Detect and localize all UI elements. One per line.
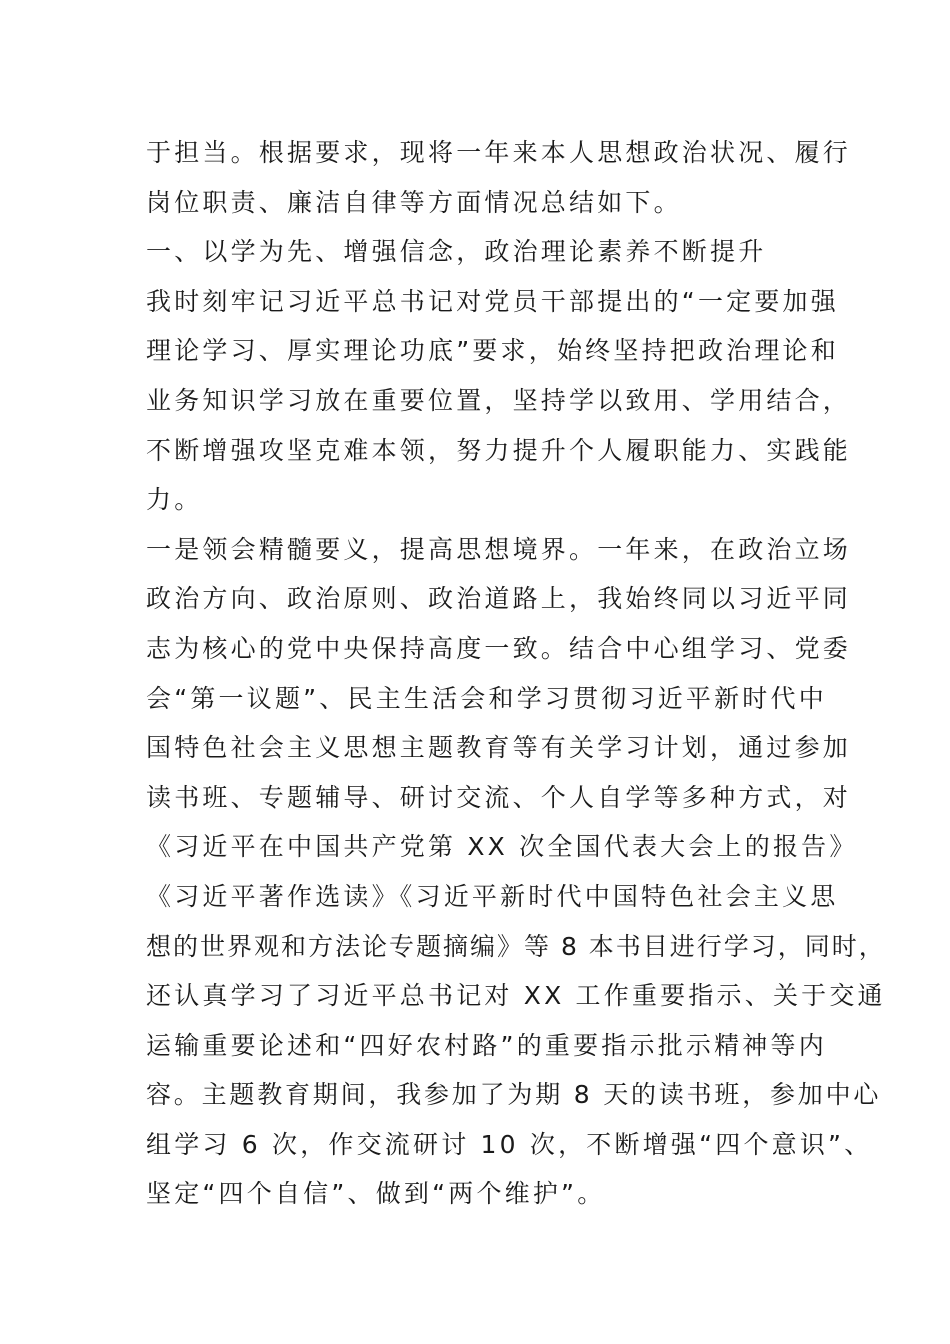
text-line: 一是领会精髓要义，提高思想境界。一年来，在政治立场 — [146, 534, 852, 564]
text-line: 想的世界观和方法论专题摘编》等 8 本书目进行学习，同时， — [146, 931, 886, 961]
text-line: 于担当。根据要求，现将一年来本人思想政治状况、履行 — [146, 138, 852, 167]
section-heading: 一、以学为先、增强信念，政治理论素养不断提升 — [146, 237, 767, 267]
text-line: 我时刻牢记习近平总书记对党员干部提出的“一定要加强 — [146, 286, 839, 316]
text-line: 还认真学习了习近平总书记对 XX 工作重要指示、关于交通 — [146, 981, 886, 1011]
text-line: 运输重要论述和“四好农村路”的重要指示批示精神等内 — [146, 1030, 827, 1060]
text-line: 力。 — [146, 485, 203, 515]
text-line: 《习近平著作选读》《习近平新时代中国特色社会主义思 — [146, 881, 839, 911]
text-line: 志为核心的党中央保持高度一致。结合中心组学习、党委 — [146, 633, 852, 663]
text-line: 读书班、专题辅导、研讨交流、个人自学等多种方式，对 — [146, 782, 852, 812]
text-line: 会“第一议题”、民主生活会和学习贯彻习近平新时代中 — [146, 683, 827, 713]
text-line: 组学习 6 次，作交流研讨 10 次，不断增强“四个意识”、 — [146, 1129, 873, 1159]
text-line: 理论学习、厚实理论功底”要求，始终坚持把政治理论和 — [146, 336, 839, 366]
text-line: 容。主题教育期间，我参加了为期 8 天的读书班，参加中心 — [146, 1080, 882, 1110]
text-line: 国特色社会主义思想主题教育等有关学习计划，通过参加 — [146, 733, 852, 763]
text-line: 不断增强攻坚克难本领，努力提升个人履职能力、实践能 — [146, 435, 852, 465]
text-line: 岗位职责、廉洁自律等方面情况总结如下。 — [146, 187, 682, 217]
text-line: 《习近平在中国共产党第 XX 次全国代表大会上的报告》 — [146, 832, 858, 862]
text-line: 政治方向、政治原则、政治道路上，我始终同以习近平同 — [146, 584, 852, 614]
document-body — [146, 128, 886, 1219]
text-line: 坚定“四个自信”、做到“两个维护”。 — [146, 1179, 606, 1209]
text-line: 业务知识学习放在重要位置，坚持学以致用、学用结合， — [146, 385, 852, 415]
